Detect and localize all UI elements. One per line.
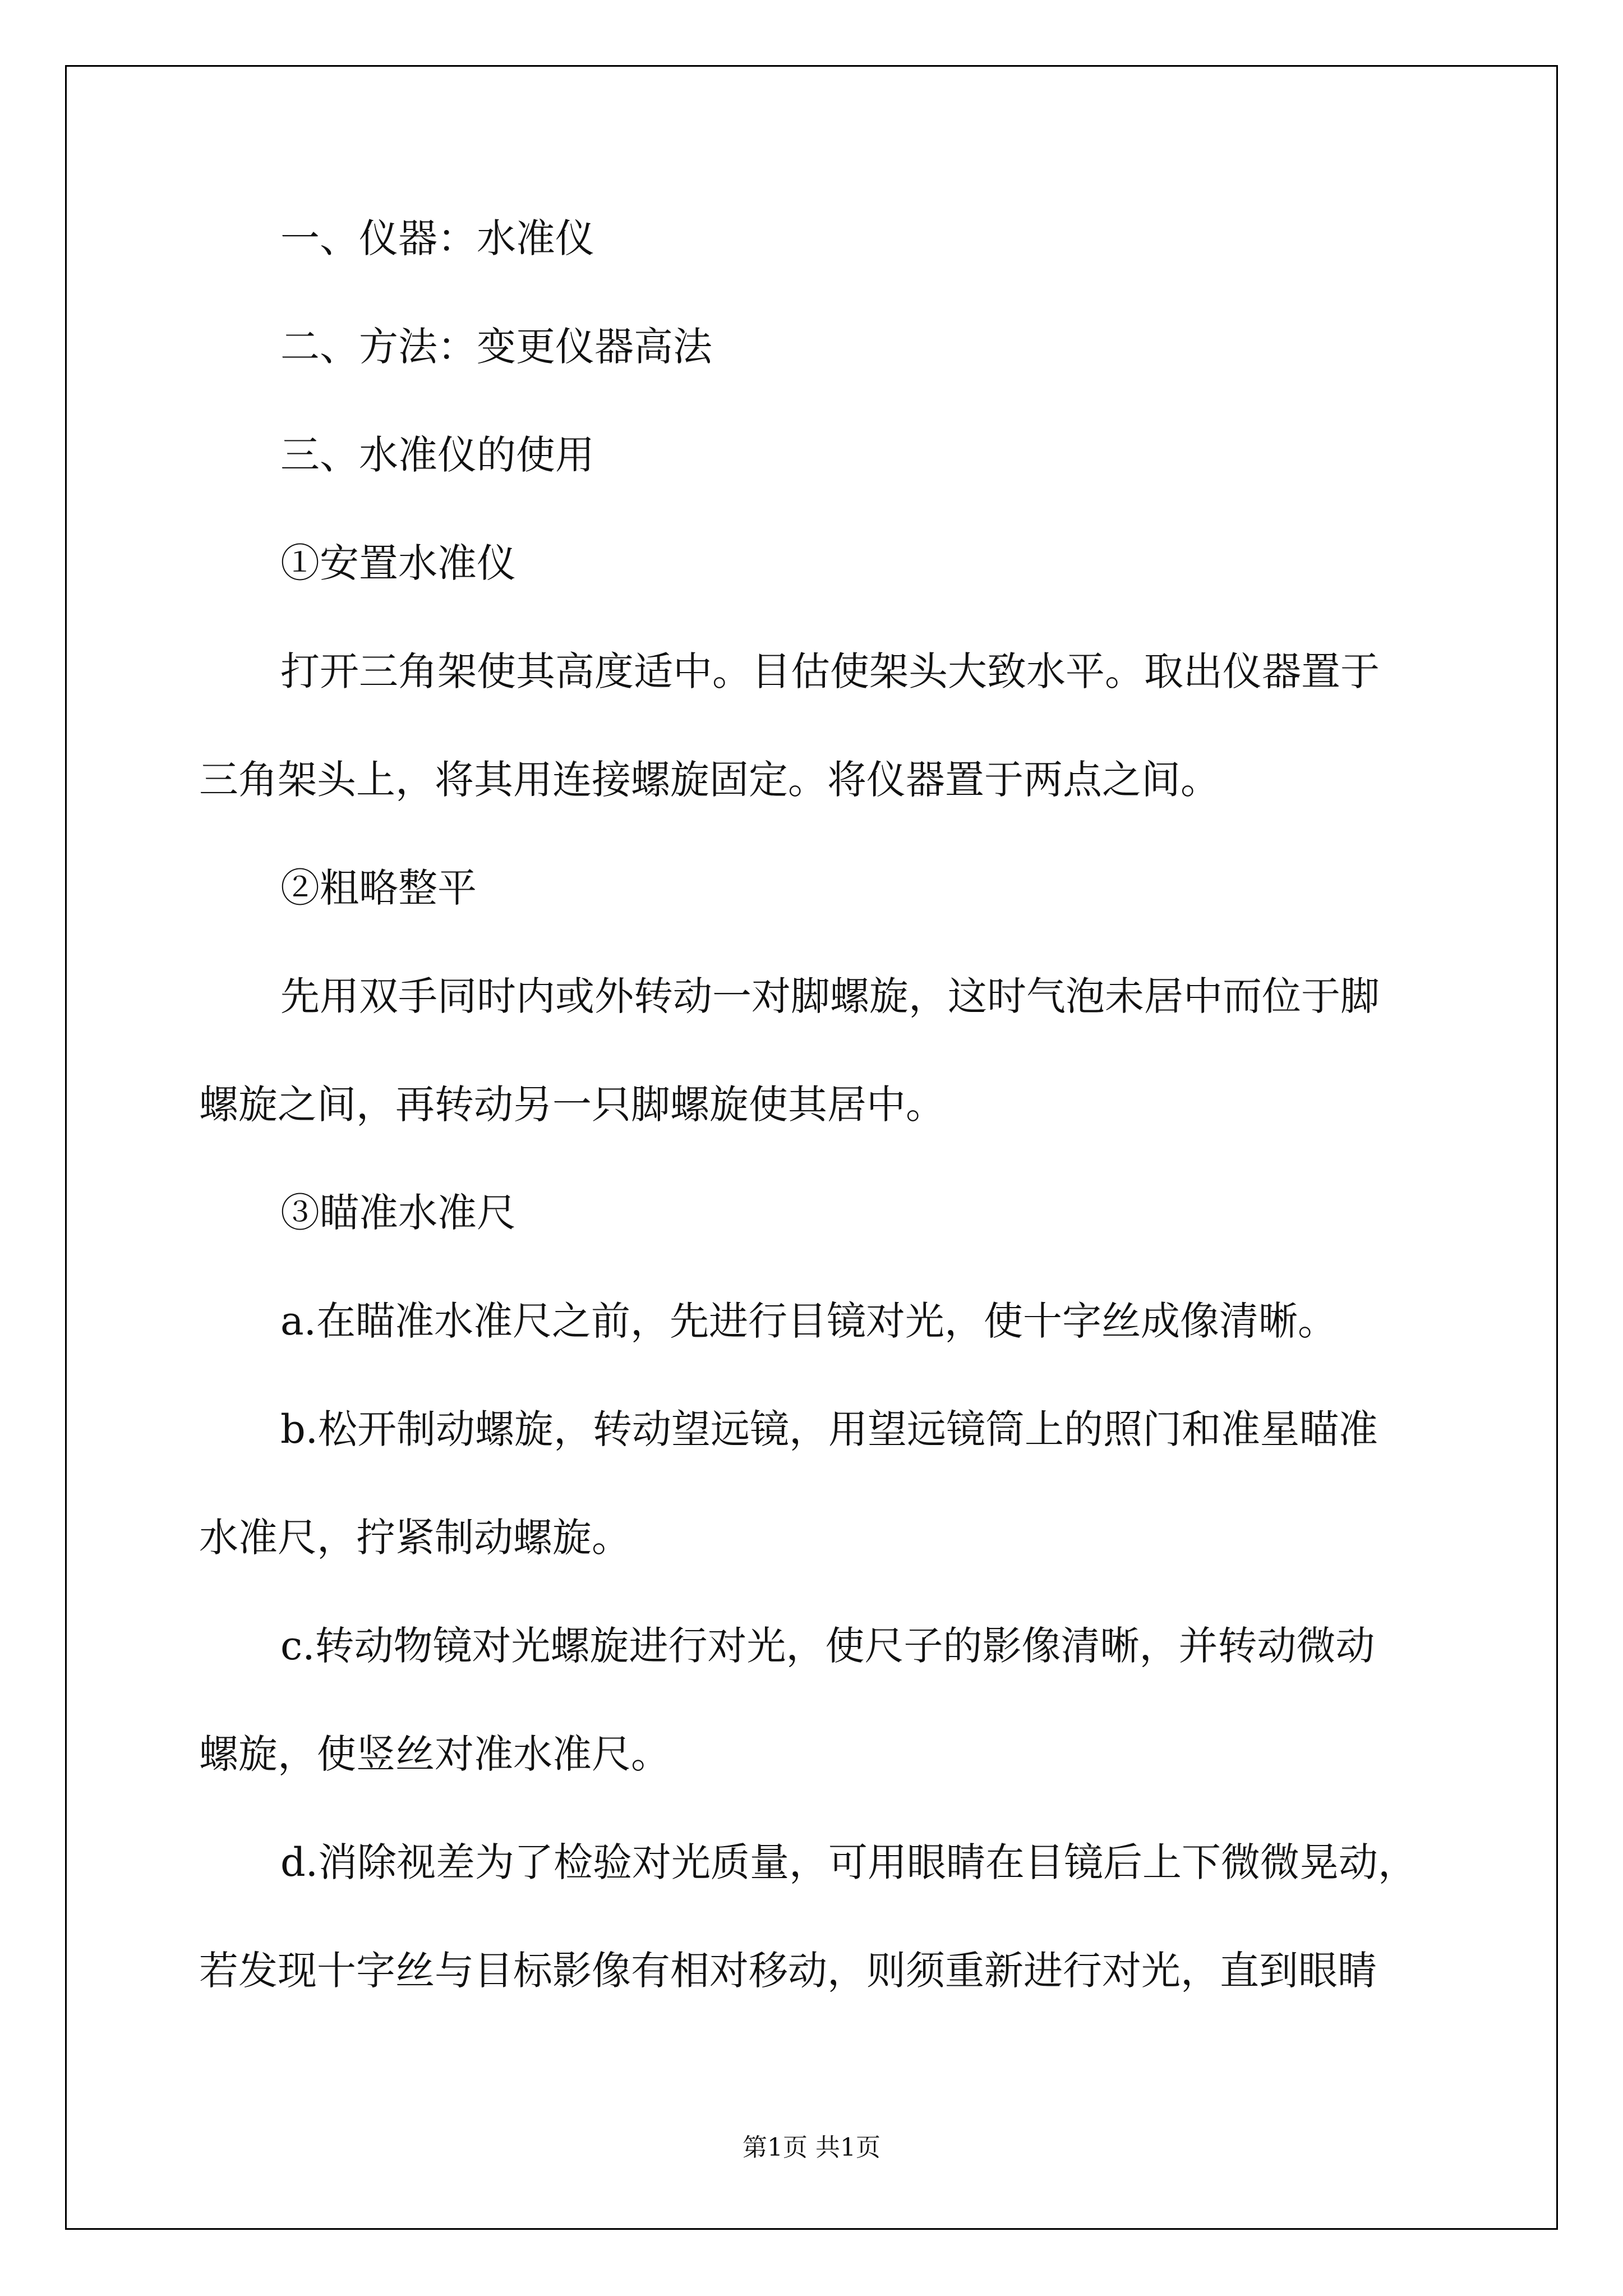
paragraph-instrument: 一、仪器：水准仪 — [280, 215, 594, 261]
step-2-text-line-1: 先用双手同时内或外转动一对脚螺旋，这时气泡未居中而位于脚 — [280, 973, 1380, 1019]
step-1-heading: ①安置水准仪 — [280, 540, 516, 586]
step-1-text-line-2: 三角架头上，将其用连接螺旋固定。将仪器置于两点之间。 — [199, 757, 1220, 803]
step-1-text-line-1: 打开三角架使其高度适中。目估使架头大致水平。取出仪器置于 — [280, 648, 1380, 694]
step-3b-text-line-1: b.松开制动螺旋，转动望远镜，用望远镜筒上的照门和准星瞄准 — [280, 1406, 1378, 1452]
step-3b-text-line-2: 水准尺，拧紧制动螺旋。 — [199, 1515, 631, 1561]
step-3d-text-line-2: 若发现十字丝与目标影像有相对移动，则须重新进行对光，直到眼睛 — [199, 1948, 1377, 1994]
step-3d-text-line-1: d.消除视差为了检验对光质量，可用眼睛在目镜后上下微微晃动， — [280, 1839, 1418, 1885]
paragraph-method: 二、方法：变更仪器高法 — [280, 324, 712, 370]
paragraph-usage-heading: 三、水准仪的使用 — [280, 432, 594, 478]
step-3c-text-line-2: 螺旋，使竖丝对准水准尺。 — [199, 1731, 670, 1777]
step-3-heading: ③瞄准水准尺 — [280, 1190, 516, 1236]
step-3c-text-line-1: c.转动物镜对光螺旋进行对光，使尺子的影像清晰，并转动微动 — [280, 1623, 1375, 1669]
page-number-footer: 第1页 共1页 — [743, 2133, 880, 2162]
step-2-heading: ②粗略整平 — [280, 865, 477, 911]
step-2-text-line-2: 螺旋之间，再转动另一只脚螺旋使其居中。 — [199, 1082, 945, 1128]
step-3a-text: a.在瞄准水准尺之前，先进行目镜对光，使十字丝成像清晰。 — [280, 1298, 1337, 1344]
page-border — [65, 65, 1558, 2230]
